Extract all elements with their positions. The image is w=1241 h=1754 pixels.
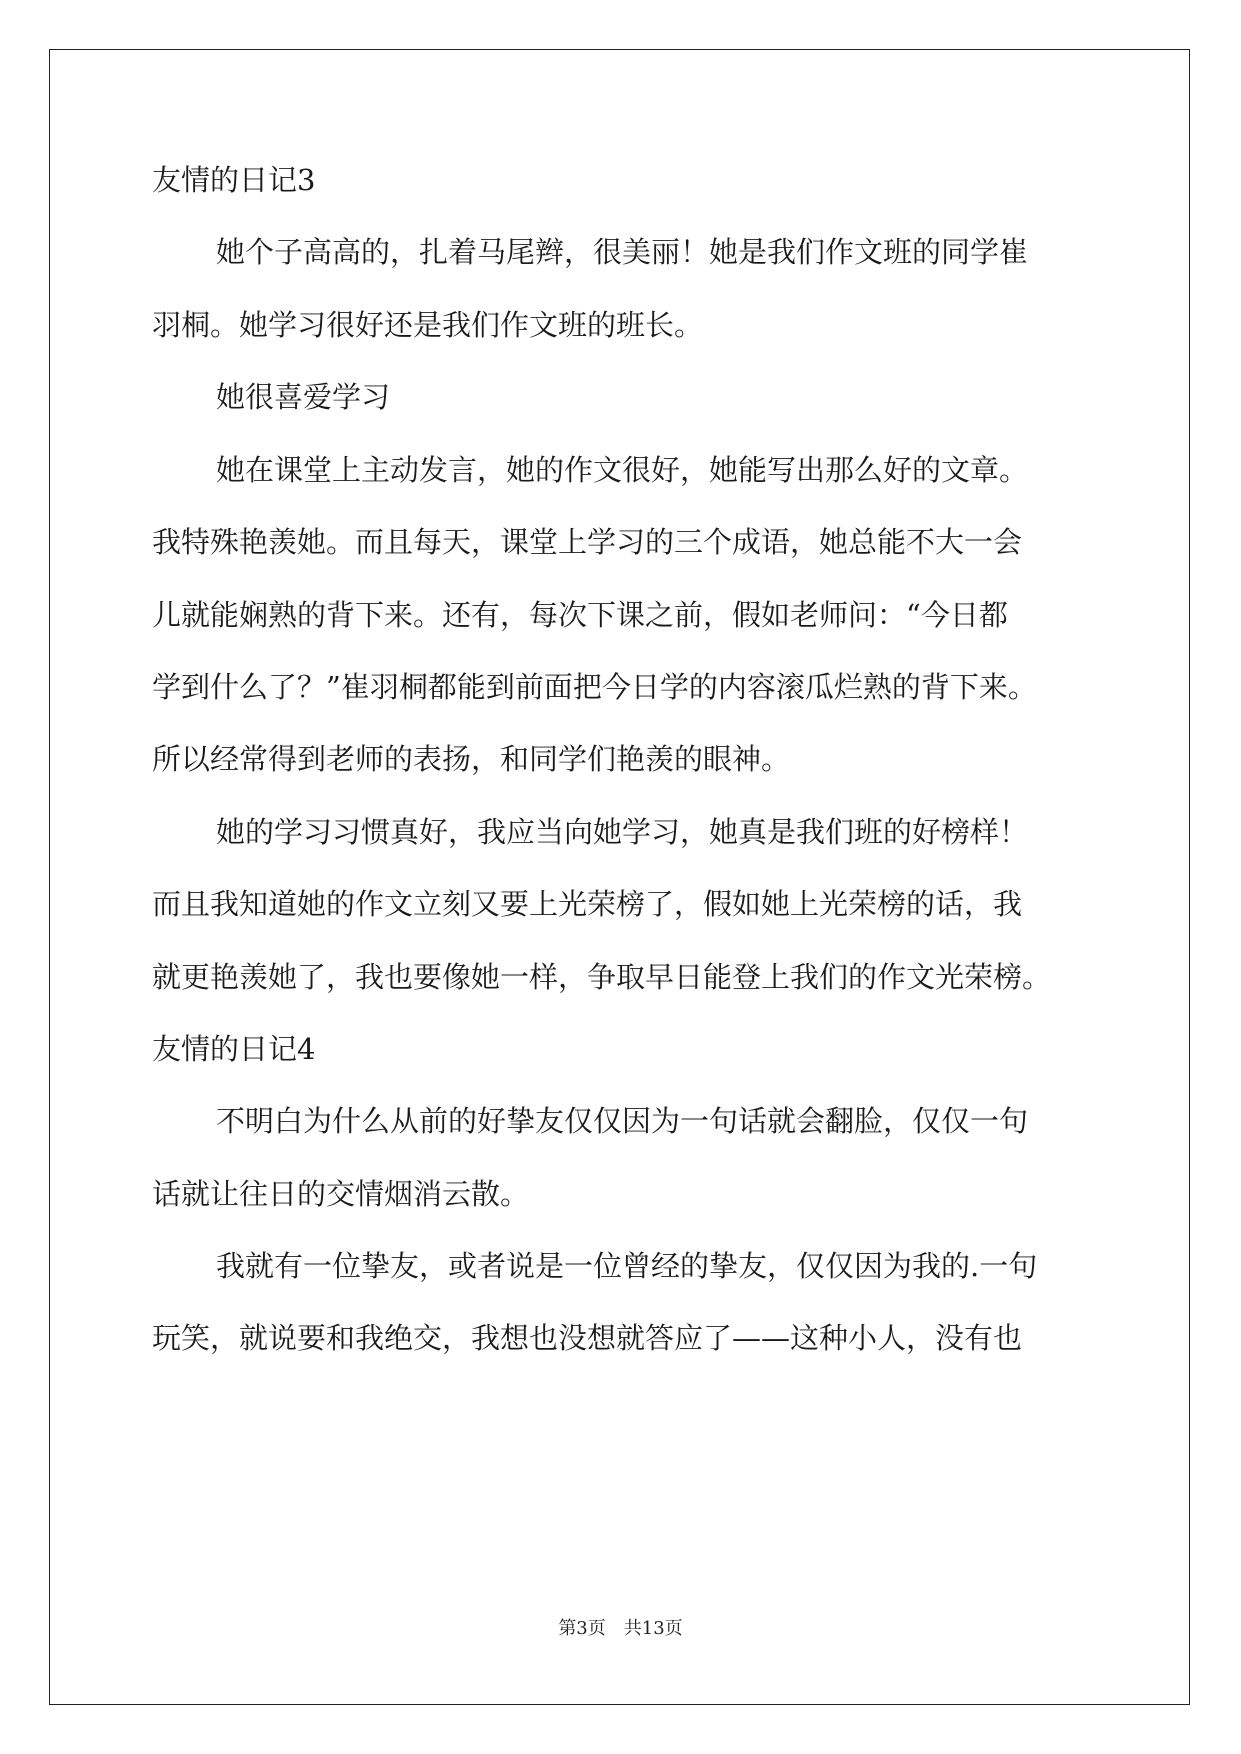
paragraph-line: 而且我知道她的作文立刻又要上光荣榜了，假如她上光荣榜的话，我 [152,887,1023,921]
paragraph-line: 她的学习习惯真好，我应当向她学习，她真是我们班的好榜样！ [216,815,1029,849]
page-border [49,49,1190,1705]
paragraph-line: 羽桐。她学习很好还是我们作文班的班长。 [152,308,704,342]
paragraph-line: 我特殊艳羡她。而且每天，课堂上学习的三个成语，她总能不大一会 [152,525,1023,559]
paragraph-line: 话就让往日的交情烟消云散。 [152,1177,530,1211]
paragraph-line: 她在课堂上主动发言，她的作文很好，她能写出那么好的文章。 [216,453,1029,487]
heading-diary-4: 友情的日记4 [152,1032,316,1066]
paragraph-line: 她个子高高的，扎着马尾辫，很美丽！她是我们作文班的同学崔 [216,235,1029,269]
heading-diary-3: 友情的日记3 [152,163,316,197]
paragraph-line: 不明白为什么从前的好挚友仅仅因为一句话就会翻脸，仅仅一句 [216,1104,1029,1138]
paragraph-line: 玩笑，就说要和我绝交，我想也没想就答应了——这种小人，没有也 [152,1321,1023,1355]
paragraph-line: 她很喜爱学习 [216,380,391,414]
paragraph-line: 就更艳羡她了，我也要像她一样，争取早日能登上我们的作文光荣榜。 [152,960,1052,994]
paragraph-line: 儿就能娴熟的背下来。还有，每次下课之前，假如老师问：“今日都 [152,598,1008,632]
paragraph-line: 我就有一位挚友，或者说是一位曾经的挚友，仅仅因为我的.一句 [216,1249,1038,1283]
page-footer: 第3页 共13页 [558,1618,683,1639]
paragraph-line: 学到什么了？”崔羽桐都能到前面把今日学的内容滚瓜烂熟的背下来。 [152,670,1037,704]
paragraph-line: 所以经常得到老师的表扬，和同学们艳羡的眼神。 [152,742,791,776]
